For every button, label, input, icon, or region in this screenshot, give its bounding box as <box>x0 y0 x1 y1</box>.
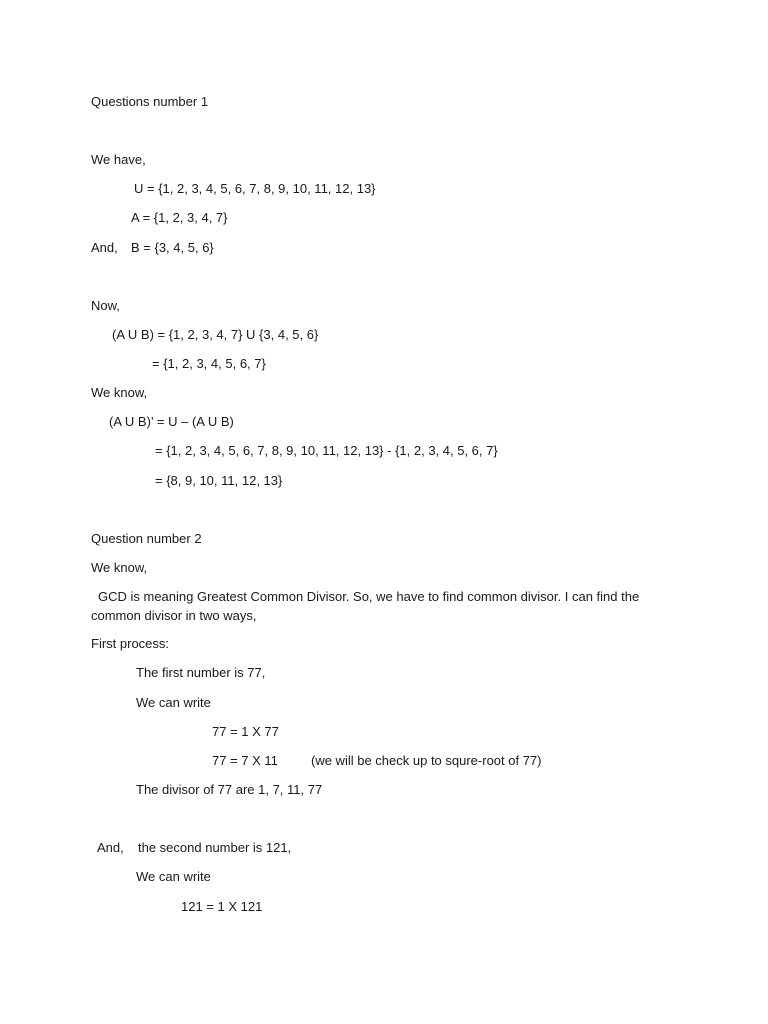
first-process-label: First process: <box>91 636 170 651</box>
we-have-label: We have, <box>91 152 146 167</box>
second-number-line: the second number is 121, <box>138 840 292 855</box>
gcd-paragraph: GCD is meaning Greatest Common Divisor. So, we have to find common divisor. I can find the common divisor in two ways, <box>91 589 640 623</box>
now-label: Now, <box>91 298 120 313</box>
we-know-label: We know, <box>91 385 148 400</box>
and-label-2: And, <box>97 840 124 855</box>
complement-expansion-line: = {1, 2, 3, 4, 5, 6, 7, 8, 9, 10, 11, 12, 13} - {1, 2, 3, 4, 5, 6, 7} <box>155 443 498 458</box>
equation-121-line-1: 121 = 1 X 121 <box>181 899 263 914</box>
question-2-heading: Question number 2 <box>91 531 202 546</box>
question-1-heading: Questions number 1 <box>91 94 209 109</box>
we-can-write-line-2: We can write <box>136 869 211 884</box>
union-result-line: = {1, 2, 3, 4, 5, 6, 7} <box>152 356 266 371</box>
divisors-77-line: The divisor of 77 are 1, 7, 11, 77 <box>136 782 323 797</box>
set-b-line: B = {3, 4, 5, 6} <box>131 240 214 255</box>
complement-definition-line: (A U B)’ = U – (A U B) <box>109 414 234 429</box>
set-u-line: U = {1, 2, 3, 4, 5, 6, 7, 8, 9, 10, 11, 12, 13} <box>134 181 376 196</box>
and-label: And, <box>91 240 118 255</box>
complement-result-line: = {8, 9, 10, 11, 12, 13} <box>155 473 283 488</box>
we-can-write-line-1: We can write <box>136 695 211 710</box>
square-root-note: (we will be check up to squre-root of 77) <box>311 753 542 768</box>
first-number-line: The first number is 77, <box>136 665 266 680</box>
equation-77-line-1: 77 = 1 X 77 <box>212 724 279 739</box>
equation-77-line-2: 77 = 7 X 11 <box>212 753 278 768</box>
union-definition-line: (A U B) = {1, 2, 3, 4, 7} U {3, 4, 5, 6} <box>112 327 319 342</box>
we-know-label-2: We know, <box>91 560 148 575</box>
set-a-line: A = {1, 2, 3, 4, 7} <box>131 210 228 225</box>
